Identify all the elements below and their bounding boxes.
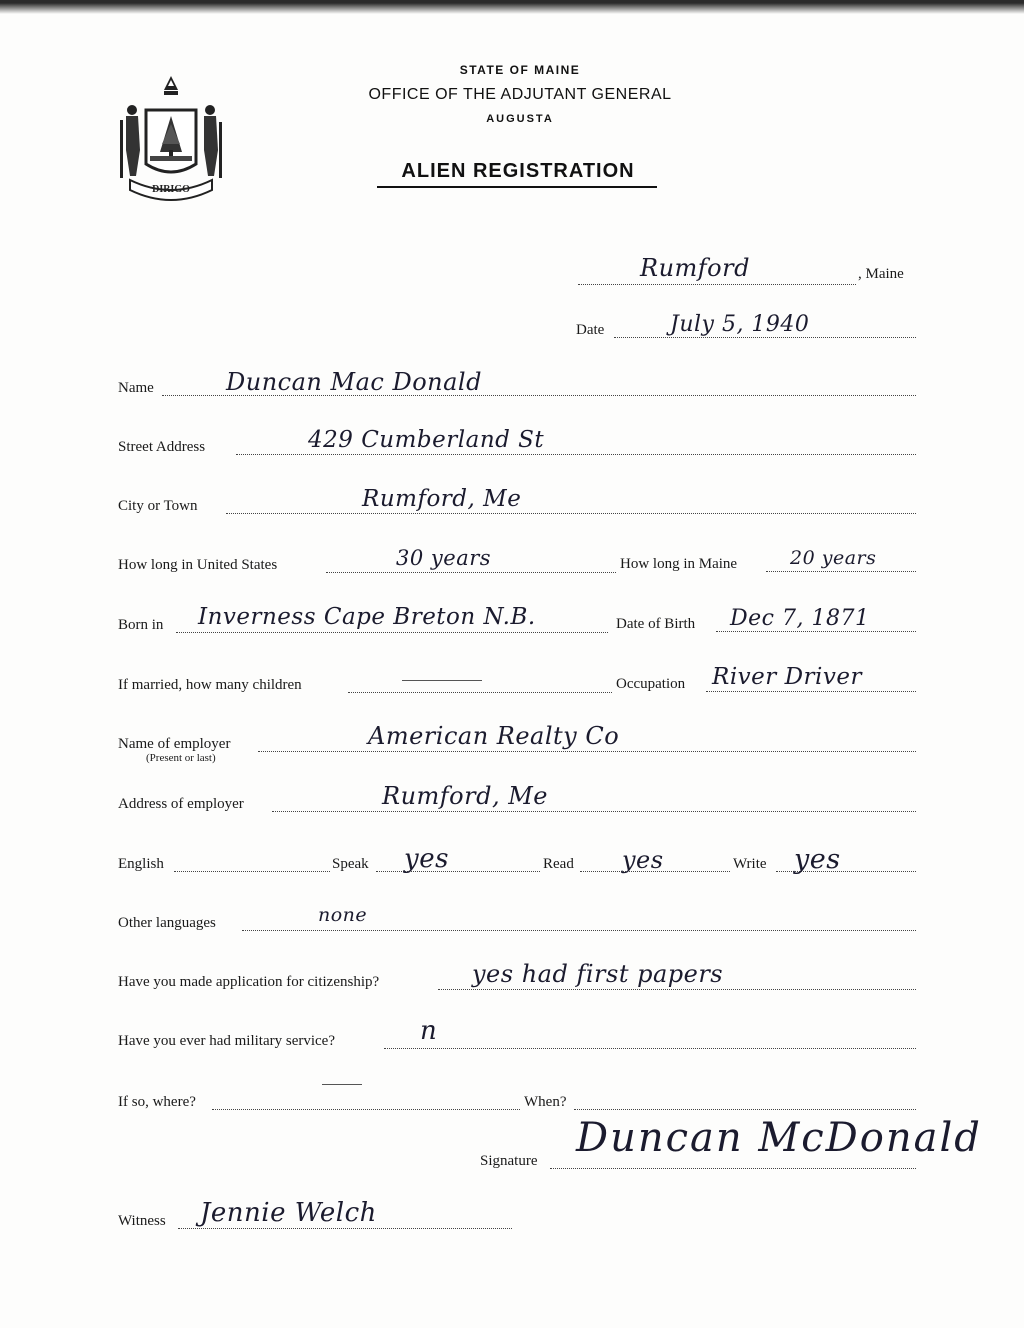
state-heading: STATE OF MAINE — [459, 63, 581, 77]
where-dash — [322, 1084, 362, 1085]
other-languages-line — [242, 930, 916, 931]
form-title: ALIEN REGISTRATION — [401, 160, 635, 182]
employer-address-entry: Rumford, Me — [382, 782, 548, 810]
years-maine-line — [766, 571, 916, 572]
employer-note: (Present or last) — [146, 752, 216, 764]
english-label: English — [118, 856, 164, 872]
children-label: If married, how many children — [118, 677, 302, 693]
employer-line — [258, 751, 916, 752]
military-label: Have you ever had military service? — [118, 1033, 335, 1049]
scan-top-edge — [0, 0, 1024, 14]
years-us-line — [326, 572, 616, 573]
military-line — [384, 1048, 916, 1049]
military-entry: n — [420, 1016, 438, 1046]
witness-entry: Jennie Welch — [200, 1198, 377, 1228]
citizenship-line — [438, 989, 916, 990]
name-label: Name — [118, 380, 154, 396]
employer-label: Name of employer — [118, 736, 231, 752]
city-label: City or Town — [118, 498, 198, 514]
maine-label: , Maine — [858, 266, 904, 282]
write-label: Write — [733, 856, 767, 872]
city-line — [226, 513, 916, 514]
city-heading: AUGUSTA — [486, 113, 554, 125]
date-line — [614, 337, 916, 338]
signature-label: Signature — [480, 1153, 538, 1169]
occupation-label: Occupation — [616, 676, 686, 692]
speak-entry: yes — [404, 844, 449, 874]
office-heading: OFFICE OF THE ADJUTANT GENERAL — [368, 86, 672, 103]
english-line — [174, 871, 330, 872]
children-line — [348, 692, 612, 693]
where-label: If so, where? — [118, 1094, 196, 1110]
street-line — [236, 454, 916, 455]
name-entry: Duncan Mac Donald — [226, 368, 482, 396]
occupation-line — [706, 691, 916, 692]
when-label: When? — [524, 1094, 567, 1110]
years-us-entry: 30 years — [396, 546, 492, 570]
years-us-label: How long in United States — [118, 557, 278, 573]
employer-entry: American Realty Co — [368, 722, 620, 750]
read-label: Read — [543, 856, 574, 872]
write-entry: yes — [794, 844, 841, 875]
dob-line — [716, 631, 916, 632]
employer-address-label: Address of employer — [118, 796, 244, 812]
dob-entry: Dec 7, 1871 — [730, 606, 870, 631]
signature-entry: Duncan McDonald — [576, 1115, 982, 1161]
speak-label: Speak — [332, 856, 369, 872]
witness-label: Witness — [118, 1213, 166, 1229]
born-in-label: Born in — [118, 617, 164, 633]
where-line — [212, 1109, 520, 1110]
when-line — [574, 1109, 916, 1110]
city-entry: Rumford, Me — [362, 486, 522, 512]
speak-line — [376, 871, 540, 872]
place-line — [578, 284, 856, 285]
witness-line — [178, 1228, 512, 1229]
born-in-entry: Inverness Cape Breton N.B. — [198, 604, 536, 630]
other-languages-entry: none — [318, 904, 368, 926]
citizenship-label: Have you made application for citizenship? — [118, 974, 380, 990]
date-label: Date — [576, 322, 605, 338]
citizenship-entry: yes had first papers — [472, 960, 724, 988]
svg-text:DIRIGO: DIRIGO — [152, 184, 190, 195]
street-entry: 429 Cumberland St — [308, 427, 545, 453]
occupation-entry: River Driver — [712, 664, 862, 690]
dob-label: Date of Birth — [616, 616, 696, 632]
born-in-line — [176, 632, 608, 633]
street-label: Street Address — [118, 439, 206, 455]
date-entry: July 5, 1940 — [670, 312, 810, 337]
employer-address-line — [272, 811, 916, 812]
years-maine-entry: 20 years — [790, 547, 877, 569]
signature-line — [550, 1168, 916, 1169]
state-seal-icon — [116, 72, 226, 204]
other-languages-label: Other languages — [118, 915, 216, 931]
title-underline — [377, 186, 657, 188]
years-maine-label: How long in Maine — [620, 556, 738, 572]
place-entry: Rumford — [640, 254, 750, 282]
read-entry: yes — [622, 846, 664, 874]
children-dash — [402, 680, 482, 681]
